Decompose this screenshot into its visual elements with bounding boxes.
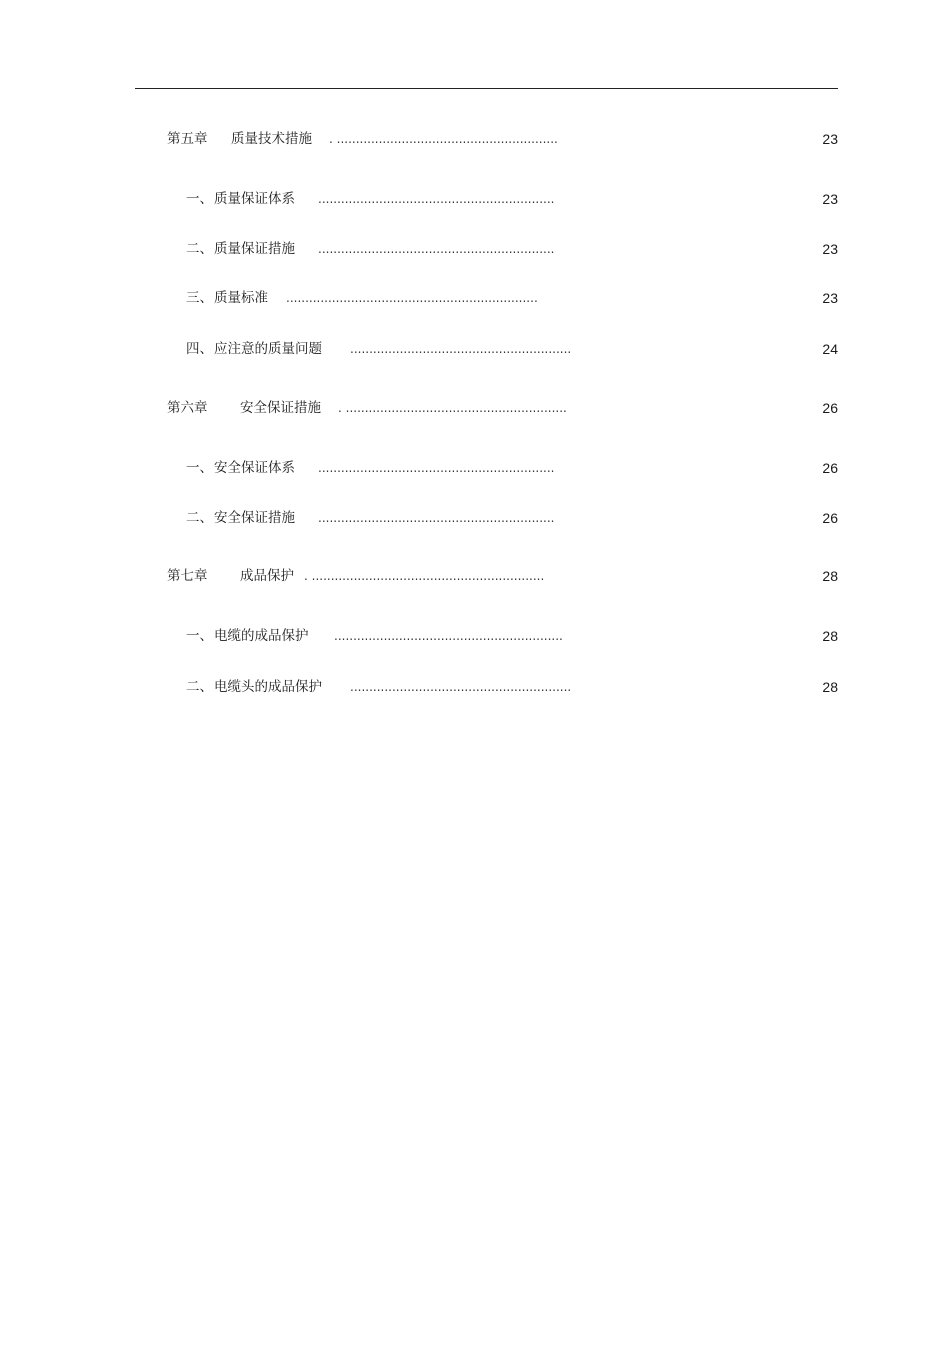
- toc-page-number: 23: [822, 290, 838, 306]
- toc-section-7-1[interactable]: [0, 626, 950, 646]
- toc-chapter-title: 成品保护: [240, 568, 294, 584]
- header-rule: [135, 88, 838, 89]
- toc-page-number: 23: [822, 191, 838, 207]
- toc-section-number: 二、: [186, 510, 213, 526]
- toc-section-5-2[interactable]: [0, 239, 950, 259]
- toc-chapter-number: 第七章: [167, 568, 208, 584]
- toc-dot-leader: ..................................................................: [286, 291, 538, 305]
- toc-dot-leader: ..............................................................: [318, 192, 555, 206]
- toc-page-number: 28: [822, 679, 838, 695]
- toc-page-number: 24: [822, 341, 838, 357]
- toc-dot-leader: . .............................................................: [304, 569, 545, 583]
- toc-section-number: 三、: [186, 290, 213, 306]
- toc-page-number: 26: [822, 510, 838, 526]
- toc-section-number: 四、: [186, 341, 213, 357]
- toc-section-number: 一、: [186, 460, 213, 476]
- toc-dot-leader: ..............................................................: [318, 242, 555, 256]
- toc-dot-leader: . ..........................................................: [329, 132, 558, 146]
- toc-section-title: 电缆的成品保护: [214, 628, 309, 644]
- toc-section-title: 安全保证措施: [214, 510, 295, 526]
- toc-section-7-2[interactable]: [0, 677, 950, 697]
- toc-section-number: 二、: [186, 241, 213, 257]
- toc-section-title: 安全保证体系: [214, 460, 295, 476]
- toc-section-6-2[interactable]: [0, 508, 950, 528]
- toc-page-number: 26: [822, 460, 838, 476]
- toc-section-6-1[interactable]: [0, 458, 950, 478]
- toc-page-number: 23: [822, 241, 838, 257]
- toc-section-title: 质量保证措施: [214, 241, 295, 257]
- toc-page-number: 26: [822, 400, 838, 416]
- toc-page-number: 28: [822, 568, 838, 584]
- toc-dot-leader: ..........................................................: [350, 680, 572, 694]
- toc-dot-leader: ..............................................................: [318, 461, 555, 475]
- toc-chapter-number: 第六章: [167, 400, 208, 416]
- toc-section-title: 应注意的质量问题: [214, 341, 322, 357]
- toc-dot-leader: ..............................................................: [318, 511, 555, 525]
- toc-section-number: 一、: [186, 191, 213, 207]
- toc-section-title: 电缆头的成品保护: [214, 679, 322, 695]
- toc-page-number: 23: [822, 131, 838, 147]
- toc-chapter-7[interactable]: [0, 566, 950, 586]
- toc-chapter-title: 质量技术措施: [231, 131, 312, 147]
- toc-section-number: 二、: [186, 679, 213, 695]
- toc-section-title: 质量标准: [214, 290, 268, 306]
- toc-section-title: 质量保证体系: [214, 191, 295, 207]
- toc-dot-leader: ..........................................................: [350, 342, 572, 356]
- toc-section-number: 一、: [186, 628, 213, 644]
- toc-section-5-4[interactable]: [0, 339, 950, 359]
- toc-section-5-1[interactable]: [0, 189, 950, 209]
- toc-section-5-3[interactable]: [0, 288, 950, 308]
- toc-chapter-6[interactable]: [0, 398, 950, 418]
- toc-chapter-number: 第五章: [167, 131, 208, 147]
- toc-chapter-title: 安全保证措施: [240, 400, 321, 416]
- toc-dot-leader: ............................................................: [334, 629, 563, 643]
- toc-page-number: 28: [822, 628, 838, 644]
- toc-chapter-5[interactable]: [0, 129, 950, 149]
- toc-dot-leader: . ..........................................................: [338, 401, 567, 415]
